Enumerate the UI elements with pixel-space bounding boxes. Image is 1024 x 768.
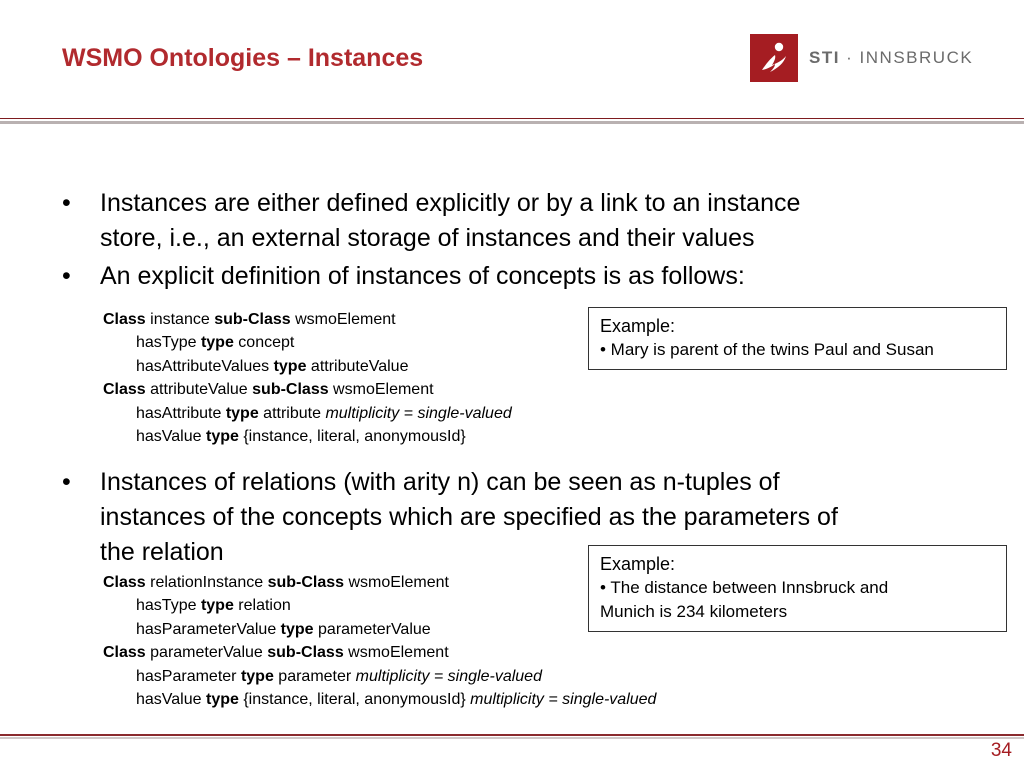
code-line: Class relationInstance sub-Class wsmoElement <box>103 574 449 591</box>
concept-instance-definition <box>103 308 512 448</box>
sti-innsbruck-logo <box>750 34 974 84</box>
page-number: 34 <box>990 740 1012 761</box>
example-item: Munich is 234 kilometers <box>600 602 788 621</box>
logo-text: STI · INNSBRUCK <box>809 48 974 67</box>
example-item: • Mary is parent of the twins Paul and Susan <box>600 340 934 359</box>
relation-instance-definition <box>103 571 656 711</box>
header-divider-shadow <box>0 121 1024 124</box>
example-box-parent <box>588 307 1007 370</box>
bullet-text-line: instances of the concepts which are specified as the parameters of <box>100 503 838 531</box>
code-line: Class parameterValue sub-Class wsmoElement <box>103 644 449 662</box>
code-line: hasType type concept <box>136 334 295 352</box>
bullet-text-line: store, i.e., an external storage of instances and their values <box>100 224 755 252</box>
example-heading: Example: <box>600 554 676 574</box>
code-line: hasValue type {instance, literal, anonymousId} multiplicity = single-valued <box>136 691 657 709</box>
code-line: hasParameterValue type parameterValue <box>136 620 431 638</box>
sti-logo-mark-icon <box>750 34 798 82</box>
slide-title: WSMO Ontologies – Instances <box>62 44 424 72</box>
code-line: Class instance sub-Class wsmoElement <box>103 311 396 328</box>
code-line: hasValue type {instance, literal, anonymousId} <box>136 428 466 446</box>
bullet-text-line: Instances of relations (with arity n) can be seen as n-tuples of <box>100 468 780 496</box>
example-heading: Example: <box>600 316 676 336</box>
bullet-marker: • <box>62 262 71 290</box>
code-line: hasParameter type parameter multiplicity = single-valued <box>136 667 542 685</box>
example-item: • The distance between Innsbruck and <box>600 578 889 597</box>
bullet-marker: • <box>62 189 71 217</box>
bullet-text-line: the relation <box>100 538 224 566</box>
code-line: hasAttribute type attribute multiplicity = single-valued <box>136 404 512 422</box>
code-line: Class attributeValue sub-Class wsmoElement <box>103 381 434 399</box>
code-line: hasAttributeValues type attributeValue <box>136 357 409 375</box>
footer-divider <box>0 734 1024 736</box>
bullet-text-line: Instances are either defined explicitly or by a link to an instance <box>100 189 801 217</box>
header-divider <box>0 118 1024 119</box>
bullet-marker: • <box>62 468 71 496</box>
bullet-text-line: An explicit definition of instances of concepts is as follows: <box>100 262 745 290</box>
footer-divider-shadow <box>0 737 1024 739</box>
code-line: hasType type relation <box>136 597 291 615</box>
